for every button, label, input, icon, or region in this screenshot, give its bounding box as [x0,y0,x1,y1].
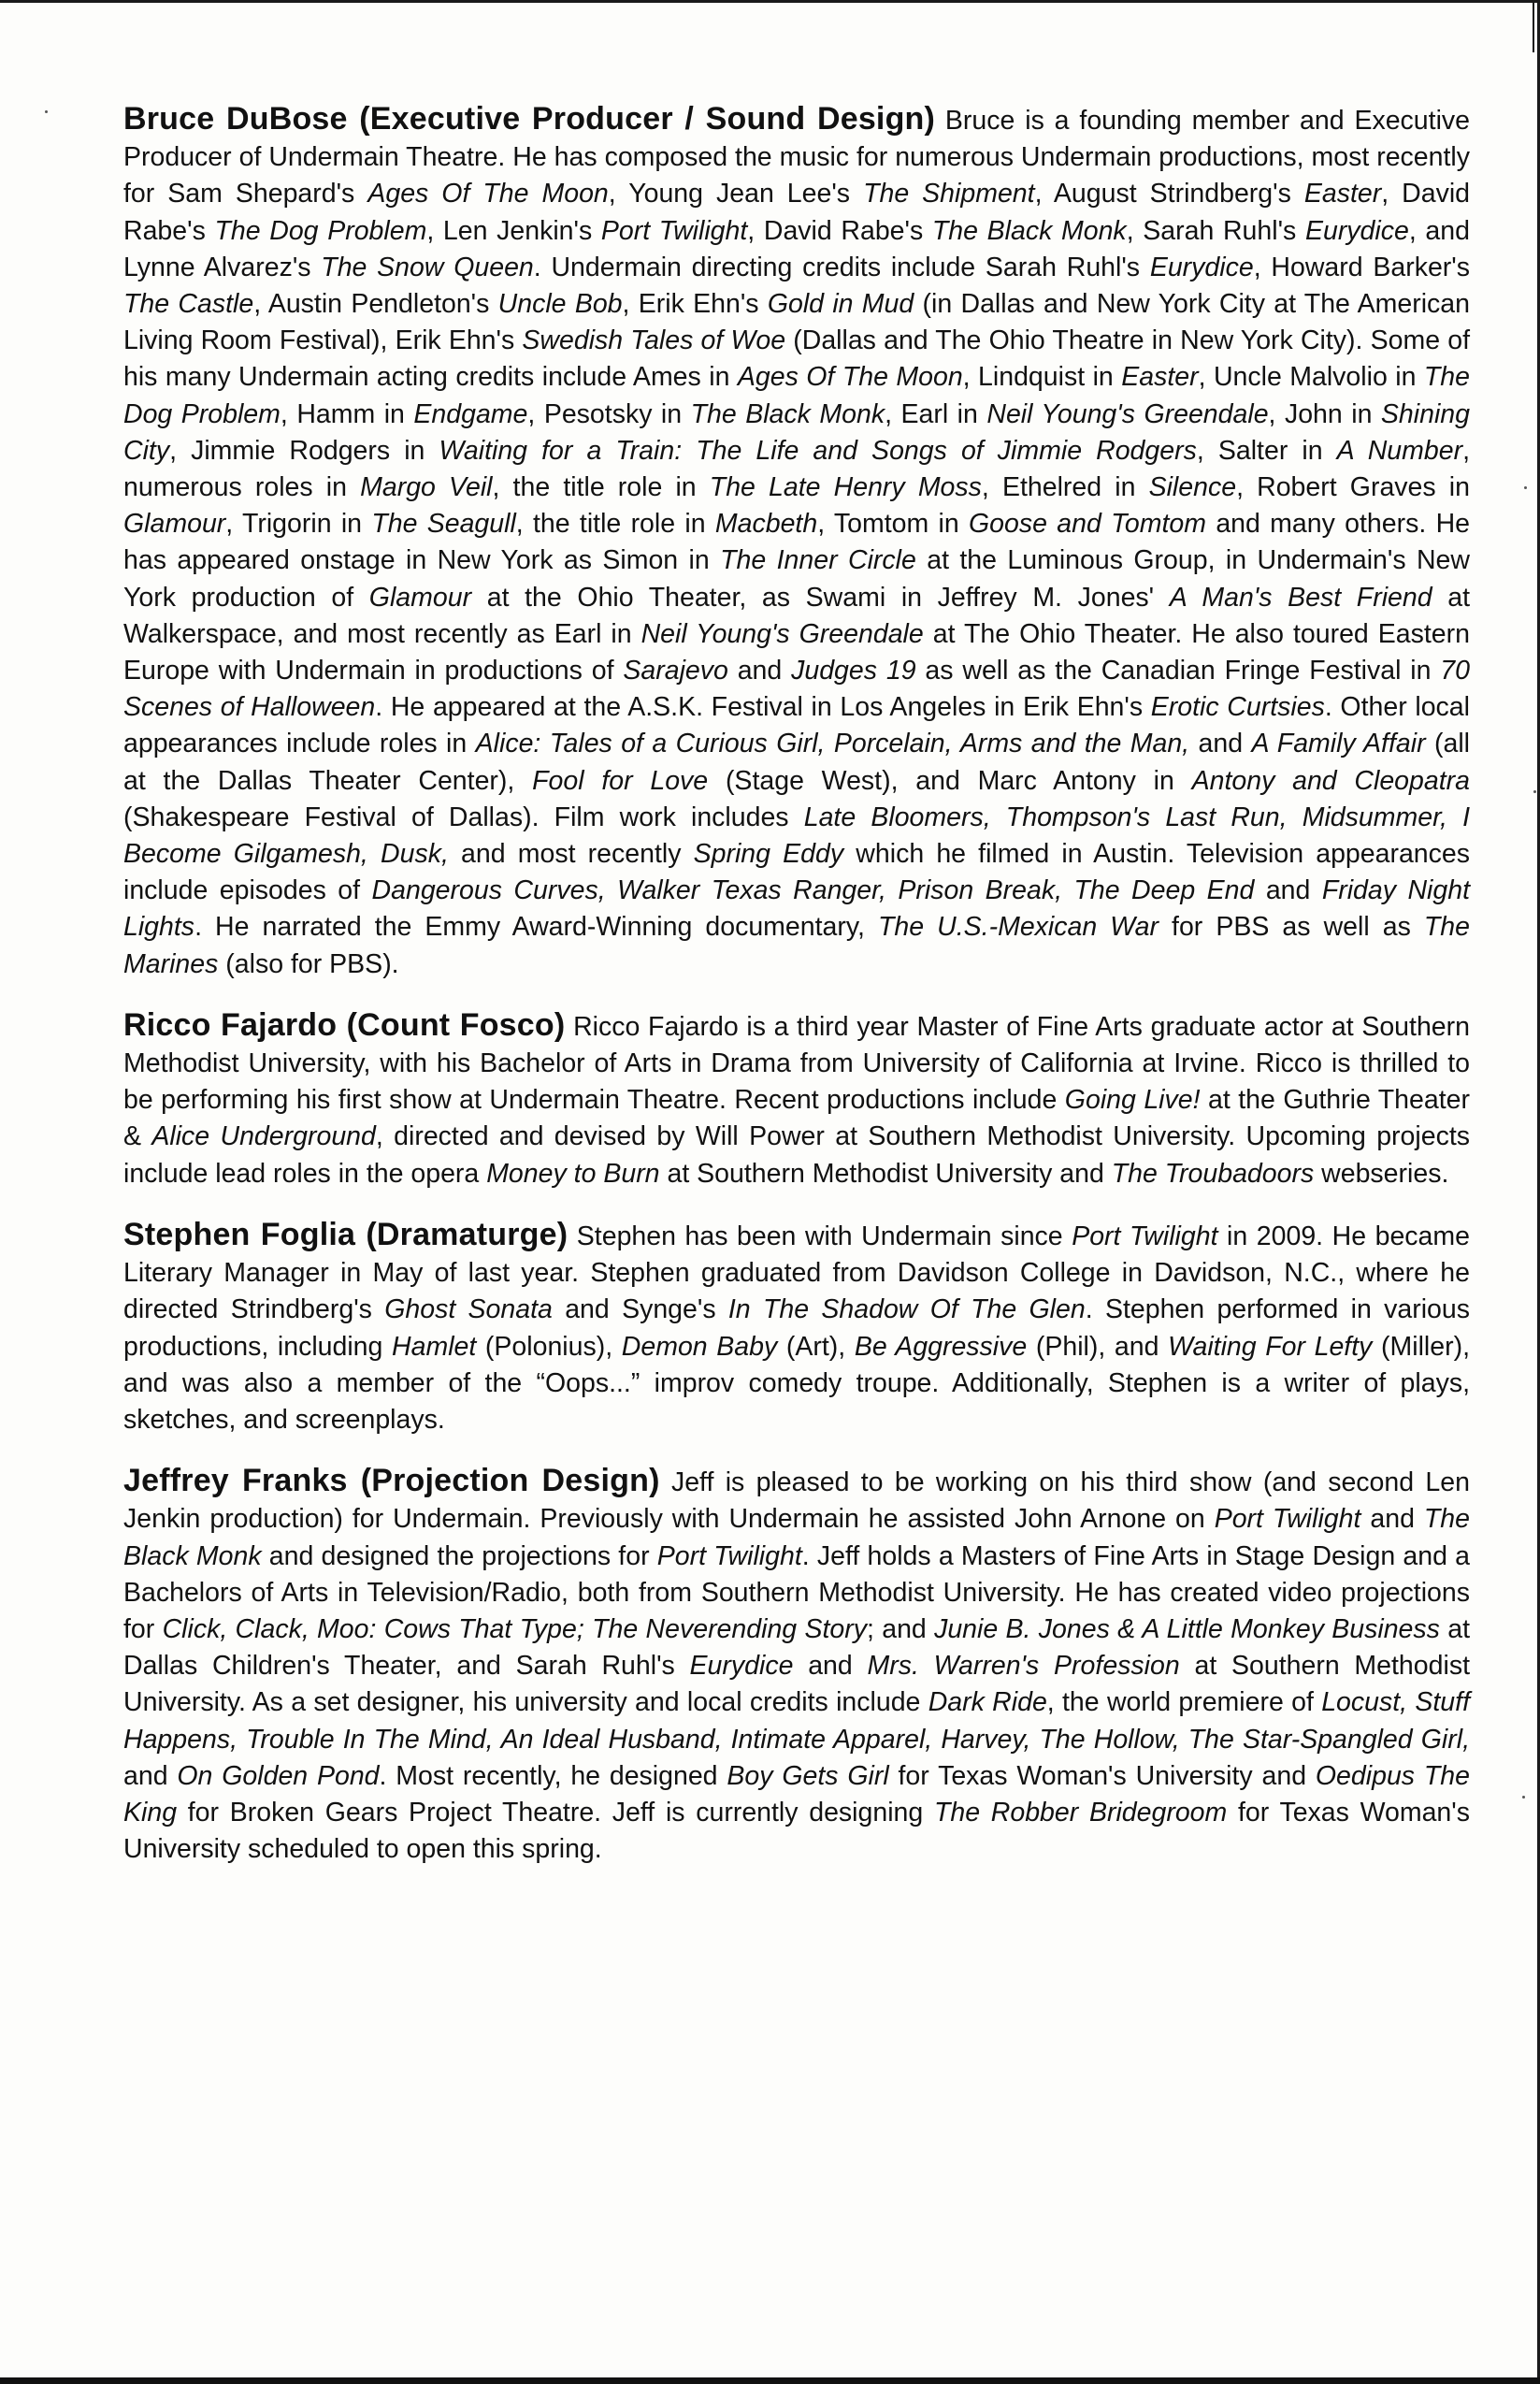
bio-text: (Dallas and The Ohio Theatre in New York City). Some of his many Undermain acting credits include Ames in [123,325,1470,393]
bio-heading: Stephen Foglia (Dramaturge) [123,1216,569,1252]
work-title: Silence [1148,472,1237,503]
work-title: Port Twilight [1072,1221,1218,1251]
work-title: Click, Clack, Moo: Cows That Type; The Neverending Story [162,1613,867,1644]
bio-text: , the title role in [492,472,710,503]
work-title: The Black Monk [931,215,1127,246]
work-title: Mrs. Warren's Profession [867,1651,1180,1682]
work-title: The Robber Bridegroom [933,1797,1228,1828]
work-title: The Shipment [863,179,1035,210]
bio-text: and many others. He has appeared onstage in New York as Simon in [123,509,1471,576]
bio-text: , Jimmie Rodgers in [169,435,439,466]
bio-text: at The Ohio Theater. He also toured Eastern Europe with Undermain in productions of [123,618,1470,686]
bio-text: , David Rabe's [123,179,1471,246]
bio-text: at Dallas Children's Theater, and Sarah Ruhl's [123,1613,1471,1682]
bio-text: , Pesotsky in [527,398,691,429]
work-title: Glamour [123,509,226,540]
work-title: Eurydice [689,1651,794,1682]
bio-text: (Polonius), [476,1331,622,1362]
bio-heading: Ricco Fajardo (Count Fosco) [123,1006,566,1043]
scan-speck [1522,1796,1525,1799]
bio-heading: Jeffrey Franks (Projection Design) [123,1463,660,1499]
bio-jeffrey-franks [123,1463,1470,1868]
work-title: The Dog Problem [214,215,427,246]
bio-text: and [123,1760,178,1791]
work-title: On Golden Pond [177,1760,380,1791]
work-title: The Seagull [371,509,516,540]
bio-text: , Ethelred in [981,472,1149,503]
work-title: The Inner Circle [720,545,916,576]
work-title: Dangerous Curves, Walker Texas Ranger, Prison Break, The Deep End [371,875,1255,906]
bio-text: , numerous roles in [123,435,1470,503]
bio-text: ; and [866,1613,935,1644]
bio-text: (in Dallas and New York City at The American Living Room Festival), Erik Ehn's [123,289,1470,356]
work-title: In The Shadow Of The Glen [727,1294,1086,1325]
bio-text: (Stage West), and Marc Antony in [708,765,1192,796]
work-title: Glamour [368,582,472,613]
work-title: Going Live! [1064,1085,1201,1116]
bio-text: (Miller), and was also a member of the “Oops...” improv comedy troupe. Additionally, Stephen is a writer of plays, sketches, and screenplays. [123,1331,1471,1435]
bio-text: (all at the Dallas Theater Center), [123,729,1470,796]
work-title: The Marines [123,912,1471,979]
work-title: Neil Young's Greendale [640,618,924,649]
bio-text: , Len Jenkin's [426,215,601,246]
bio-text: Jeff is pleased to be working on his third show (and second Len Jenkin production) for Undermain. Previously with Undermain he assisted John Arnone on [123,1467,1470,1535]
bio-text: for Texas Woman's University and [888,1760,1316,1791]
bio-text: (Phil), and [1027,1331,1169,1362]
bios-column [123,101,1470,1892]
work-title: Be Aggressive [854,1331,1028,1362]
work-title: Alice Underground [151,1121,376,1152]
bio-text: Stephen has been with Undermain since [568,1221,1072,1251]
work-title: Ghost Sonata [384,1294,553,1325]
bio-text: . He appeared at the A.S.K. Festival in Los Angeles in Erik Ehn's [375,692,1151,723]
scan-speck [1533,790,1536,793]
work-title: The Troubadoors [1111,1158,1315,1189]
bio-text: , Robert Graves in [1236,472,1470,503]
bio-text: and [1254,875,1322,906]
bio-text: , Tomtom in [817,509,970,540]
work-title: Antony and Cleopatra [1191,765,1470,796]
bio-text: , Sarah Ruhl's [1126,215,1305,246]
work-title: Money to Burn [486,1158,660,1189]
bio-text: , Salter in [1196,435,1337,466]
bio-body [123,1467,1470,1864]
work-title: A Family Affair [1251,729,1426,759]
bio-text: , Erik Ehn's [622,289,768,320]
work-title: Eurydice [1304,215,1409,246]
bio-body [123,106,1470,979]
work-title: Erotic Curtsies [1150,692,1325,723]
work-title: Goose and Tomtom [969,509,1207,540]
work-title: Locust, Stuff Happens, Trouble In The Mind, An Ideal Husband, Intimate Apparel, Harvey, The Hollow, The Star-Spangled Girl, [123,1687,1470,1755]
work-title: Spring Eddy [693,839,844,870]
bio-text: , Howard Barker's [1253,252,1470,282]
work-title: Demon Baby [621,1331,778,1362]
work-title: Sarajevo [623,656,728,686]
bio-text: at the Ohio Theater, as Swami in Jeffrey M. Jones' [471,582,1170,613]
bio-body [123,1221,1470,1435]
bio-bruce-dubose [123,101,1470,983]
bio-text: , Young Jean Lee's [608,179,864,210]
bottom-border [0,2377,1540,2384]
work-title: Alice: Tales of a Curious Girl, Porcelain, Arms and the Man, [475,729,1190,759]
work-title: Macbeth [714,509,818,540]
work-title: Margo Veil [360,472,493,503]
bio-text: . Most recently, he designed [379,1760,727,1791]
work-title: Eurydice [1149,252,1254,282]
bio-text: and [1189,729,1252,759]
bio-text: , Trigorin in [225,509,372,540]
bio-text: and [793,1651,868,1682]
bio-text: , Austin Pendleton's [253,289,498,320]
bio-text: . Jeff holds a Masters of Fine Arts in Stage Design and a Bachelors of Arts in Television/Radio, both from Southern Methodist University. He has created video projections for [123,1540,1470,1644]
bio-text: at the Guthrie Theater & [123,1085,1470,1152]
bio-text: for PBS as well as [1158,912,1424,943]
bio-text: in 2009. He became Literary Manager in May of last year. Stephen graduated from Davidson College in Davidson, N.C., where he directed Strindberg's [123,1221,1470,1325]
work-title: Port Twilight [600,215,748,246]
work-title: Shining City [123,398,1470,466]
work-title: The Dog Problem [123,362,1470,429]
bio-text: , Earl in [885,398,987,429]
work-title: 70 Scenes of Halloween [123,656,1470,723]
work-title: Oedipus The King [123,1760,1470,1828]
bio-text: , Hamm in [280,398,414,429]
bio-text: (also for PBS). [218,948,399,979]
bio-text: , August Strindberg's [1034,179,1304,210]
work-title: The Snow Queen [321,252,534,282]
bio-text: Bruce is a founding member and Executive Producer of Undermain Theatre. He has composed the music for numerous Undermain productions, most recently for Sam Shepard's [123,106,1470,210]
work-title: Ages Of The Moon [737,362,963,393]
bio-ricco-fajardo [123,1007,1470,1192]
bio-text: . Undermain directing credits include Sarah Ruhl's [533,252,1150,282]
work-title: The U.S.-Mexican War [878,912,1159,943]
bio-text: for Broken Gears Project Theatre. Jeff is currently designing [177,1797,934,1828]
work-title: Junie B. Jones & A Little Monkey Business [934,1613,1440,1644]
work-title: Judges 19 [791,656,916,686]
scan-speck [1524,486,1527,489]
bio-text: for Texas Woman's University scheduled to open this spring. [123,1797,1470,1865]
bio-text: as well as the Canadian Fringe Festival in [915,656,1441,686]
bio-text: , directed and devised by Will Power at Southern Methodist University. Upcoming projects include lead roles in the opera [123,1121,1470,1189]
bio-text: and Synge's [552,1294,728,1325]
bio-text: (Shakespeare Festival of Dallas). Film work includes [123,802,804,832]
bio-text: and most recently [448,839,694,870]
bio-text: . He narrated the Emmy Award-Winning documentary, [194,912,878,943]
work-title: Hamlet [392,1331,477,1362]
corner-mark [1533,0,1534,52]
top-border [0,0,1540,3]
bio-text: , David Rabe's [747,215,932,246]
work-title: Easter [1303,179,1382,210]
work-title: Gold in Mud [767,289,914,320]
bio-text: , the title role in [515,509,715,540]
work-title: Friday Night Lights [123,875,1470,943]
work-title: Ages Of The Moon [367,179,609,210]
bio-text: (Art), [777,1331,855,1362]
work-title: Dark Ride [928,1687,1047,1718]
bio-text: at Southern Methodist University. As a set designer, his university and local credits include [123,1651,1470,1718]
bio-text: Ricco Fajardo is a third year Master of Fine Arts graduate actor at Southern Methodist University, with his Bachelor of Arts in Drama from University of California at Irvine. Ricco is thrilled to be performing his first show at Undermain Theatre. Recent productions include [123,1011,1470,1116]
bio-text: webseries. [1314,1158,1449,1189]
scan-speck [45,110,48,113]
work-title: Waiting For Lefty [1168,1331,1373,1362]
bio-text: , Uncle Malvolio in [1198,362,1424,393]
bio-stephen-foglia [123,1217,1470,1438]
bio-heading: Bruce DuBose (Executive Producer / Sound Design) [123,101,936,137]
bio-text: and [727,656,792,686]
work-title: Uncle Bob [497,289,623,320]
work-title: Swedish Tales of Woe [522,325,786,356]
bio-text: which he filmed in Austin. Television appearances include episodes of [123,839,1471,906]
work-title: Endgame [413,398,528,429]
work-title: Neil Young's Greendale [986,398,1269,429]
work-title: Easter [1121,362,1199,393]
work-title: The Castle [123,289,254,320]
bio-text: , Lindquist in [962,362,1122,393]
bio-text: . Other local appearances include roles in [123,692,1470,759]
bio-text: . Stephen performed in various productions, including [123,1294,1471,1362]
bio-text: , the world premiere of [1046,1687,1322,1718]
work-title: Fool for Love [532,765,709,796]
work-title: Port Twilight [1214,1504,1361,1535]
work-title: A Number [1336,435,1463,466]
work-title: Late Bloomers, Thompson's Last Run, Midsummer, I Become Gilgamesh, Dusk, [123,802,1470,870]
bio-text: , John in [1268,398,1381,429]
work-title: A Man's Best Friend [1169,582,1432,613]
bio-text: and [1360,1504,1424,1535]
work-title: Waiting for a Train: The Life and Songs of Jimmie Rodgers [439,435,1197,466]
bio-text: at the Luminous Group, in Undermain's New York production of [123,545,1470,613]
work-title: Port Twilight [656,1540,802,1571]
bio-text: and designed the projections for [261,1540,657,1571]
bio-text: at Walkerspace, and most recently as Earl in [123,582,1471,649]
bio-text: , and Lynne Alvarez's [123,215,1470,282]
work-title: The Black Monk [123,1504,1471,1571]
work-title: The Late Henry Moss [709,472,982,503]
work-title: Boy Gets Girl [727,1760,889,1791]
work-title: The Black Monk [690,398,885,429]
bio-text: at Southern Methodist University and [659,1158,1112,1189]
